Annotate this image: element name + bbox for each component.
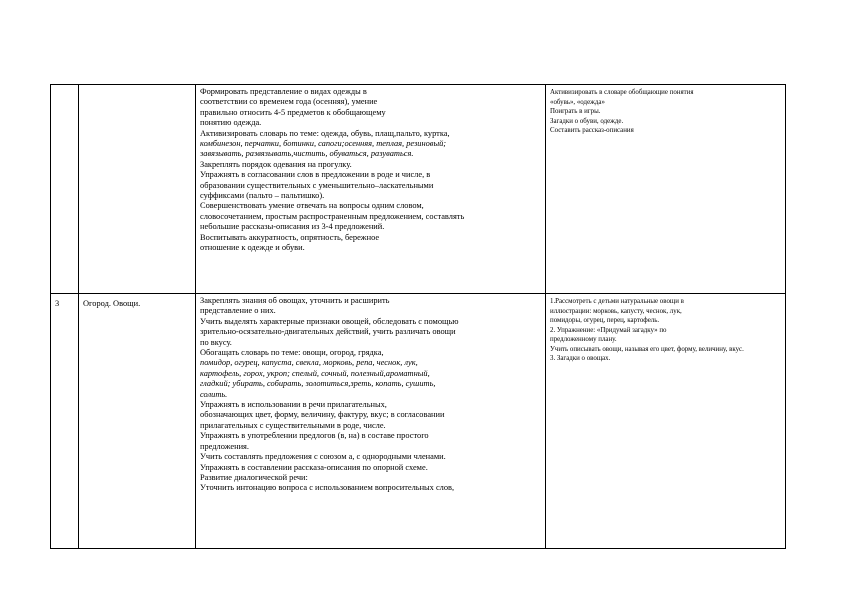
topic-cell (79, 294, 196, 549)
text-line: образовании существительных с уменьшительно–ласкательными (200, 180, 434, 190)
topic-text: Огород. Овощи. (83, 299, 141, 308)
activities-cell (546, 85, 786, 294)
text-line: 2. Упражнение: «Придумай загадку» по (550, 326, 667, 334)
text-line: Учить выделять характерные признаки овощей, обследовать с помощью (200, 316, 459, 326)
text-line: гладкий; убирать, собирать, золотиться,зреть, копать, сушить, (200, 379, 436, 389)
activities-text (546, 85, 785, 136)
text-line: Уточнить интонацию вопроса с использованием вопросительных слов, (200, 483, 455, 493)
objectives-cell (196, 294, 546, 549)
text-line: Формировать представление о видах одежды в (200, 87, 367, 96)
text-line: предложения. (200, 441, 249, 451)
text-line: солить. (200, 389, 228, 399)
text-line: завязывать, развязывать,чистить, обуваться, разуваться. (200, 149, 414, 159)
text-line: 3. Загадки о овощах. (550, 355, 611, 362)
text-line: Учить составлять предложения с союзом а, с однородными членами. (200, 452, 446, 462)
text-line: словосочетанием, простым распространенным предложением, составлять (200, 211, 465, 221)
text-line: Совершенствовать умение отвечать на вопросы одним словом, (200, 201, 424, 211)
objectives-text (196, 294, 545, 494)
text-line: Воспитывать аккуратность, опрятность, бережное (200, 232, 380, 242)
text-line: иллюстрации: морковь, капусту, чеснок, лук, (550, 307, 682, 315)
row-number (51, 85, 78, 89)
text-line: обозначающих цвет, форму, величину, фактуру, вкус; в согласовании (200, 410, 445, 420)
text-line: картофель, горох, укроп; спелый, сочный, полезный,ароматный, (200, 368, 430, 378)
text-line: по вкусу. (200, 337, 232, 347)
row-number-cell (51, 294, 79, 549)
row-number-cell (51, 85, 79, 294)
row-number: 3 (55, 299, 60, 308)
text-line: «обувь», «одежда» (550, 98, 605, 106)
table-row (51, 85, 786, 294)
text-line: комбинезон, перчатки, ботинки, сапоги;осенняя, теплая, резиновый; (200, 139, 447, 149)
text-line: Закреплять порядок одевания на прогулку. (200, 159, 352, 169)
text-line: Активизировать словарь по теме: одежда, обувь, плащ,пальто, куртка, (200, 128, 450, 138)
text-line: Поиграть в игры. (550, 108, 601, 115)
text-line: Составить рассказ-описания (550, 127, 634, 134)
text-line: Упражнять в использовании в речи прилагательных, (200, 400, 387, 410)
text-line: суффиксами (пальто – пальтишко). (200, 191, 325, 201)
text-line: Обогащать словарь по теме: овощи, огород, грядка, (200, 348, 384, 358)
table-row (51, 294, 786, 549)
text-line: понятию одежда. (200, 118, 262, 128)
text-line: Упражнять в употреблении предлогов (в, на) в составе простого (200, 431, 429, 441)
text-line: помидор, огурец, капуста, свекла, морковь, репа, чеснок, лук, (200, 358, 418, 368)
text-line: Упражнять в составлении рассказа-описания по опорной схеме. (200, 462, 428, 472)
text-line: Активизировать в словаре обобщающие понятия (550, 89, 694, 96)
activities-text (546, 294, 785, 364)
text-line: предложенному плану. (550, 336, 617, 343)
objectives-cell (196, 85, 546, 294)
text-line: Упражнять в согласовании слов в предложении в роде и числе, в (200, 170, 431, 180)
text-line: представление о них. (200, 306, 276, 316)
text-line: 1.Рассмотреть с детьми натуральные овощи в (550, 298, 684, 305)
text-line: Загадки о обуви, одежде. (550, 117, 624, 125)
text-line: отношение к одежде и обуви. (200, 243, 305, 253)
text-line: помидоры, огурец, перец, картофель. (550, 317, 660, 324)
activities-cell (546, 294, 786, 549)
text-line: Учить описывать овощи, называя его цвет, форму, величину, вкус. (550, 345, 744, 353)
objectives-text (196, 85, 545, 254)
lesson-plan-table (50, 84, 786, 549)
text-line: прилагательных с существительными в роде, числе. (200, 420, 386, 430)
text-line: Закреплять знания об овощах, уточнить и расширить (200, 296, 390, 305)
text-line: соответствии со временем года (осенняя), умение (200, 97, 378, 107)
text-line: зрительно-осязательно-двигательных действий, учить различать овощи (200, 327, 456, 337)
text-line: небольшие рассказы-описания из 3-4 предложений. (200, 222, 385, 232)
text-line: правильно относить 4-5 предметов к обобщающему (200, 107, 386, 117)
text-line: Развитие диалогической речи: (200, 472, 308, 482)
topic-cell (79, 85, 196, 294)
topic-text (79, 85, 195, 89)
